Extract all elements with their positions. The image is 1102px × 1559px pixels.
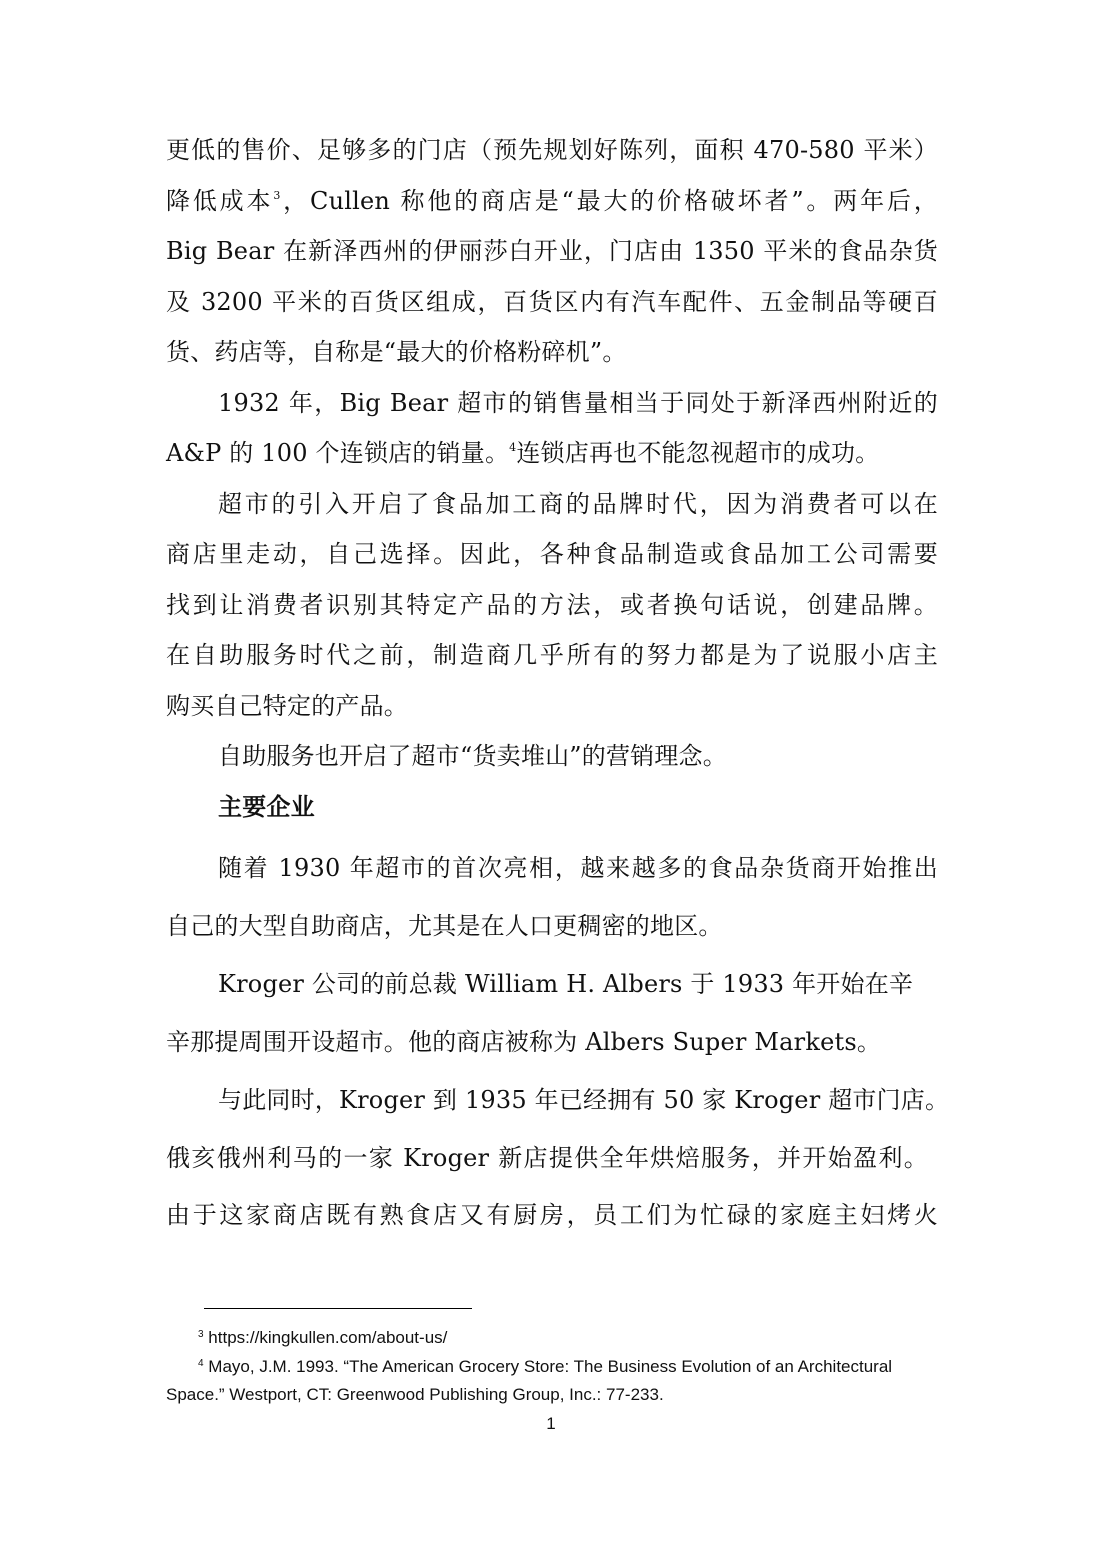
section-heading: 主要企业 [218, 792, 315, 821]
body-line: 俄亥俄州利马的一家 Kroger 新店提供全年烘焙服务，并开始盈利。 [166, 1144, 928, 1172]
footnote-separator [204, 1308, 472, 1309]
footnote-4-continued [166, 1384, 664, 1406]
body-line: 随着 1930 年超市的首次亮相，越来越多的食品杂货商开始推出 [218, 854, 938, 882]
footnote-text: Mayo, J.M. 1993. “The American Grocery Store: The Business Evolution of an Architectural [208, 1357, 893, 1376]
body-line: Kroger 公司的前总裁 William H. Albers 于 1933 年开始在辛 [218, 970, 914, 998]
body-line [166, 186, 938, 216]
footnote-link[interactable]: https://kingkullen.com/about-us/ [208, 1328, 448, 1347]
footnote-number: 4 [198, 1358, 204, 1369]
body-line: 货、药店等，自称是“最大的价格粉碎机”。 [166, 338, 627, 366]
body-line: 与此同时，Kroger 到 1935 年已经拥有 50 家 Kroger 超市门店。 [218, 1086, 950, 1114]
body-line: Big Bear 在新泽西州的伊丽莎白开业，门店由 1350 平米的食品杂货 [166, 237, 938, 265]
footnote-ref-3[interactable]: 3 [273, 189, 281, 202]
body-line: 1932 年，Big Bear 超市的销售量相当于同处于新泽西州附近的 [218, 389, 938, 417]
body-text: ，Cullen 称他的商店是“最大的价格破坏者”。两年后， [280, 187, 938, 215]
footnote-ref-4[interactable]: 4 [509, 441, 517, 454]
page-number: 1 [546, 1414, 556, 1433]
body-line: 由于这家商店既有熟食店又有厨房，员工们为忙碌的家庭主妇烤火 [166, 1201, 938, 1229]
footnote-4 [198, 1356, 892, 1378]
body-line: 辛那提周围开设超市。他的商店被称为 Albers Super Markets。 [166, 1028, 882, 1056]
body-line: 自己的大型自助商店，尤其是在人口更稠密的地区。 [166, 912, 723, 940]
body-line: 及 3200 平米的百货区组成，百货区内有汽车配件、五金制品等硬百 [166, 288, 938, 316]
body-line: 更低的售价、足够多的门店（预先规划好陈列，面积 470-580 平米） [166, 136, 938, 164]
footnote-3 [198, 1327, 447, 1349]
body-line: 找到让消费者识别其特定产品的方法，或者换句话说，创建品牌。 [166, 591, 938, 619]
body-text: 连锁店再也不能忽视超市的成功。 [516, 439, 880, 467]
footnote-text: Space.” Westport, CT: Greenwood Publishing Group, Inc.: 77-233. [166, 1385, 664, 1404]
body-line [166, 438, 938, 468]
body-line: 商店里走动，自己选择。因此，各种食品制造或食品加工公司需要 [166, 540, 938, 568]
footnote-number: 3 [198, 1329, 204, 1340]
body-line: 在自助服务时代之前，制造商几乎所有的努力都是为了说服小店主 [166, 641, 938, 669]
body-text: A&P 的 100 个连锁店的销量。 [166, 439, 510, 467]
body-line: 超市的引入开启了食品加工商的品牌时代，因为消费者可以在 [218, 490, 938, 518]
body-line: 购买自己特定的产品。 [166, 692, 408, 720]
body-text: 降低成本 [166, 187, 274, 215]
body-line: 自助服务也开启了超市“货卖堆山”的营销理念。 [218, 742, 727, 770]
